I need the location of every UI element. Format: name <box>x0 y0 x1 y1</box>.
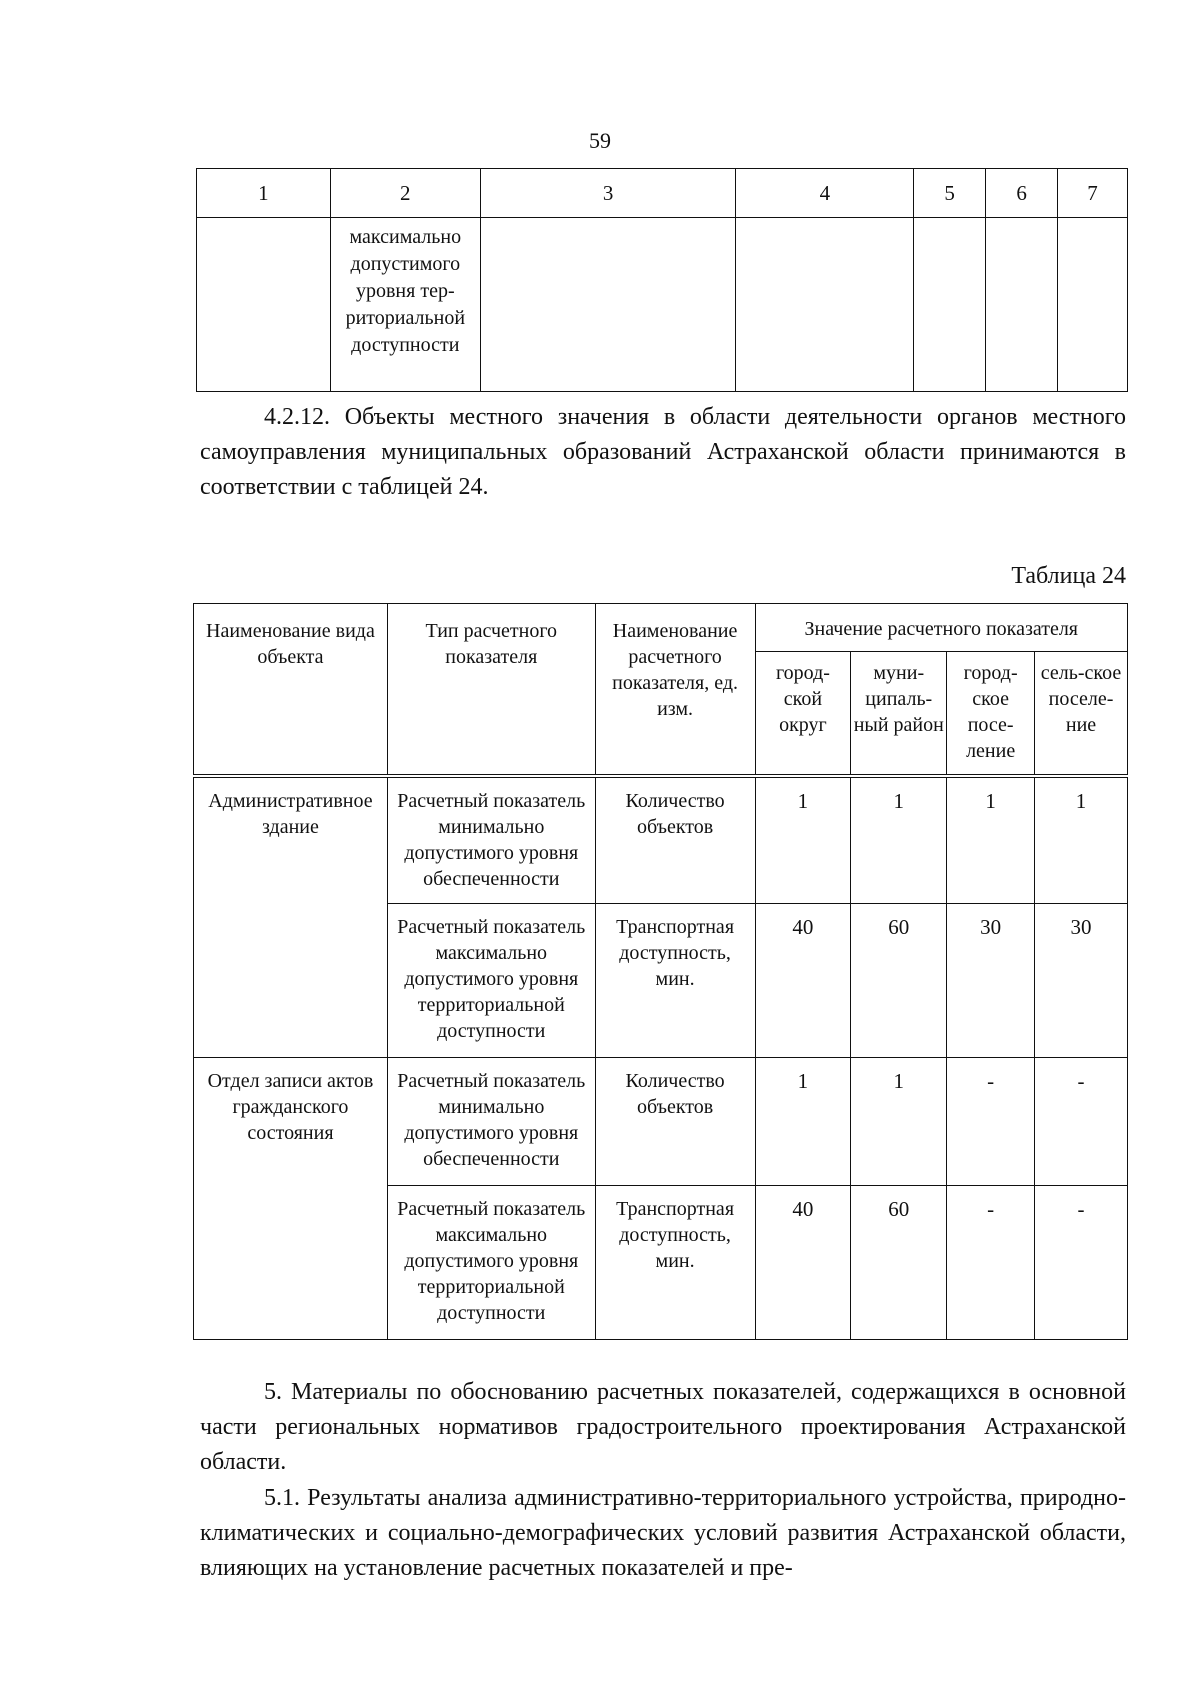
indicator-type: Расчетный показатель минимально допустимого уровня обеспеченности <box>387 776 595 904</box>
value-urban-settlement: 30 <box>947 904 1035 1058</box>
value-municipal-district: 60 <box>851 904 947 1058</box>
cont-line: доступности <box>351 334 460 356</box>
continuation-table <box>196 168 1128 392</box>
paragraph-5: 5. Материалы по обоснованию расчетных показателей, содержащихся в основной части региональных нормативов градостроительного проектирования Астраханской области. <box>200 1379 1126 1475</box>
value-city-district: 40 <box>755 904 851 1058</box>
cont-cell-3 <box>480 218 736 392</box>
header-value-group: Значение расчетного показателя <box>755 604 1127 652</box>
col-header-4: 4 <box>736 169 914 218</box>
table-row <box>194 1058 1128 1186</box>
cont-cell-5 <box>914 218 986 392</box>
value-city-district: 1 <box>755 1058 851 1186</box>
cont-line: допустимого <box>350 253 461 275</box>
header-rural-settlement: сель-ское поселе-ние <box>1035 652 1128 776</box>
col-header-1: 1 <box>197 169 331 218</box>
cont-cell-1 <box>197 218 331 392</box>
cont-cell-2 <box>330 218 480 392</box>
cont-cell-6 <box>986 218 1058 392</box>
value-urban-settlement: 1 <box>947 776 1035 904</box>
col-header-6: 6 <box>986 169 1058 218</box>
header-city-district: город-ской округ <box>755 652 851 776</box>
indicator-name: Количество объектов <box>595 1058 755 1186</box>
table-24 <box>193 603 1128 1340</box>
value-rural-settlement: - <box>1035 1058 1128 1186</box>
value-municipal-district: 1 <box>851 776 947 904</box>
cont-line: уровня тер- <box>355 280 455 302</box>
col-header-3: 3 <box>480 169 736 218</box>
indicator-name: Транспортная доступность, мин. <box>595 904 755 1058</box>
cont-cell-7 <box>1058 218 1128 392</box>
page-number: 59 <box>589 128 611 153</box>
col-header-7: 7 <box>1058 169 1128 218</box>
header-municipal-district: муни-ципаль-ный район <box>851 652 947 776</box>
header-object-type: Наименование вида объекта <box>194 604 388 776</box>
value-municipal-district: 1 <box>851 1058 947 1186</box>
value-city-district: 1 <box>755 776 851 904</box>
indicator-name: Количество объектов <box>595 776 755 904</box>
paragraph-5-1: 5.1. Результаты анализа административно-территориального устройства, природно-климатических и социально-демографических условий развития Астраханской области, влияющих на установление расчетных показателей и пре- <box>200 1485 1126 1581</box>
object-name: Отдел записи актов гражданского состояния <box>194 1058 388 1340</box>
table-row <box>194 776 1128 904</box>
indicator-type: Расчетный показатель максимально допустимого уровня территориальной доступности <box>387 1186 595 1340</box>
value-rural-settlement: 1 <box>1035 776 1128 904</box>
value-urban-settlement: - <box>947 1186 1035 1340</box>
cont-line: максимально <box>349 226 462 248</box>
paragraph-4-2-12: 4.2.12. Объекты местного значения в области деятельности органов местного самоуправления муниципальных образований Астраханской области принимаются в соответствии с таблицей 24. <box>200 404 1126 500</box>
cont-line: риториальной <box>345 307 466 329</box>
value-urban-settlement: - <box>947 1058 1035 1186</box>
indicator-name: Транспортная доступность, мин. <box>595 1186 755 1340</box>
value-municipal-district: 60 <box>851 1186 947 1340</box>
cont-cell-4 <box>736 218 914 392</box>
indicator-type: Расчетный показатель минимально допустимого уровня обеспеченности <box>387 1058 595 1186</box>
object-name: Административное здание <box>194 776 388 1058</box>
header-indicator-type: Тип расчетного показателя <box>387 604 595 776</box>
header-urban-settlement: город-ское посе-ление <box>947 652 1035 776</box>
col-header-5: 5 <box>914 169 986 218</box>
indicator-type: Расчетный показатель максимально допустимого уровня территориальной доступности <box>387 904 595 1058</box>
value-rural-settlement: 30 <box>1035 904 1128 1058</box>
value-city-district: 40 <box>755 1186 851 1340</box>
value-rural-settlement: - <box>1035 1186 1128 1340</box>
table-caption: Таблица 24 <box>1011 563 1126 589</box>
col-header-2: 2 <box>330 169 480 218</box>
header-indicator-name: Наименование расчетного показателя, ед. изм. <box>595 604 755 776</box>
